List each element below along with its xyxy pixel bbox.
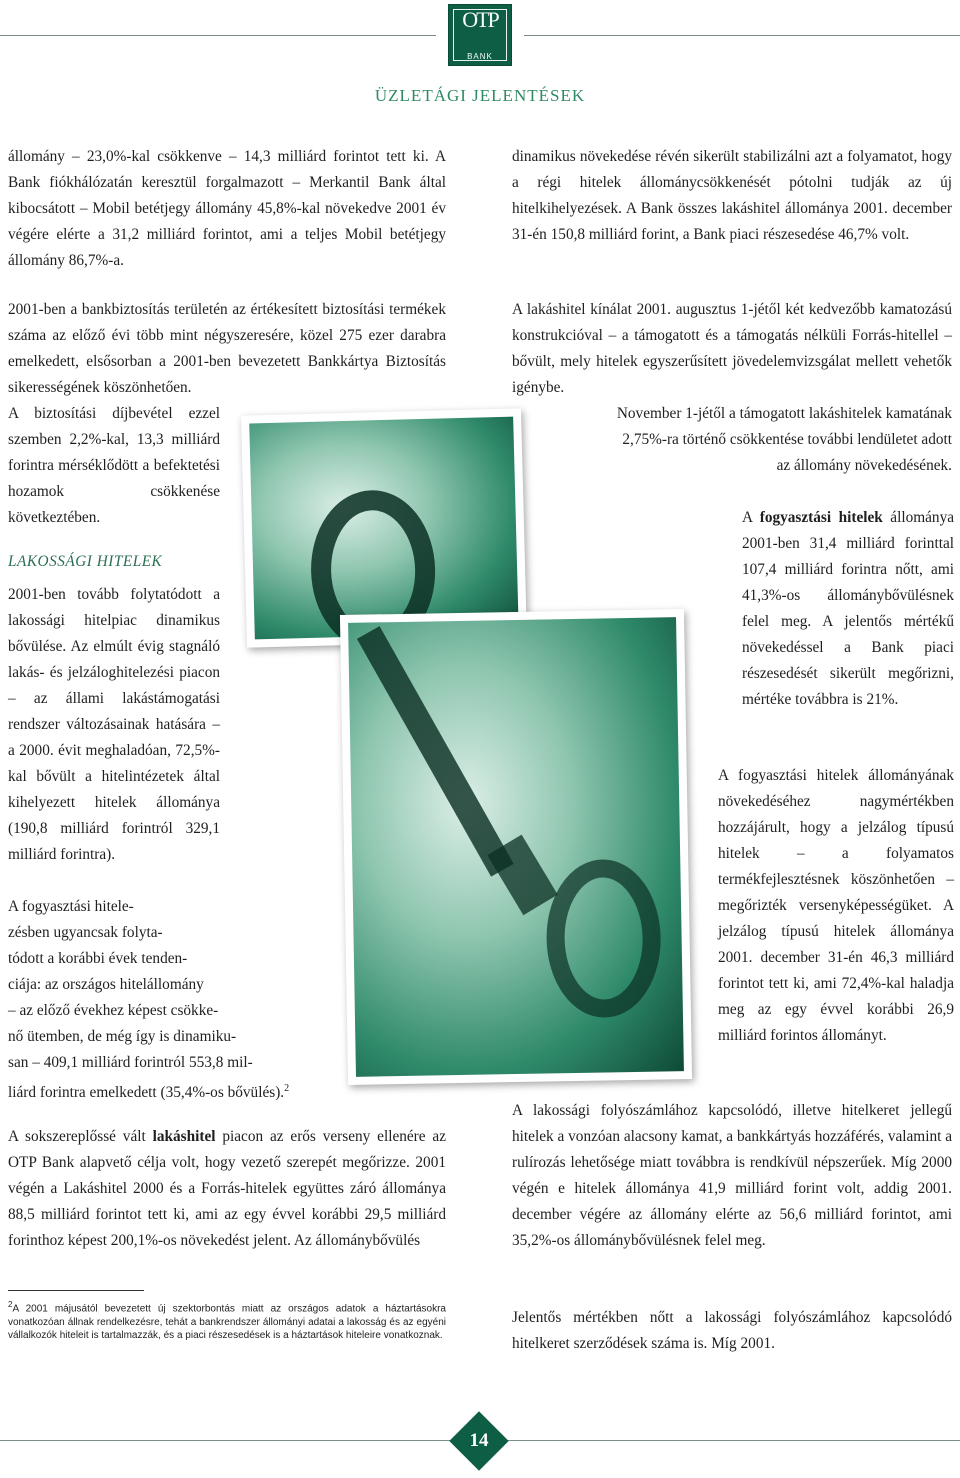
right-p2-line: November 1-jétől a támogatott lakáshitelek kamatának [616, 405, 952, 422]
logo-bank-text: BANK [467, 52, 493, 61]
header-rule-left [0, 35, 436, 36]
p4-line [8, 1076, 348, 1106]
left-paragraph-1: állomány – 23,0%-kal csökkenve – 14,3 milliárd forintot tett ki. A Bank fiókhálózatán keresztül forgalmazott – Merkantil Bank által kibocsátott – Mobil betétjegy állomány 45,8%-kal növekedve 2001 év végére elérte a 31,2 milliárd forintot, ami a teljes Mobil betétjegy állomány 86,7%-a. [8, 148, 446, 269]
right-p2-line: 2,75%-ra történő csökkentése további lendületet adott [622, 431, 952, 448]
key-illustration-lower [348, 617, 684, 1077]
right-paragraph-6: Jelentős mértékben nőtt a lakossági folyószámlához kapcsolódó hitelkeret szerződések száma is. Míg 2001. [512, 1309, 952, 1352]
p4-line: ciája: az országos hitelállomány [8, 976, 204, 993]
footer-rule-right [506, 1440, 960, 1441]
left-paragraph-4 [8, 894, 348, 1106]
key-illustration-upper [249, 417, 519, 640]
right-paragraph-1: dinamikus növekedése révén sikerült stabilizálni azt a folyamatot, hogy a régi hitelek állománycsökkenését pótolni tudják az új hitelkihelyezések. A Bank összes lakáshitel állománya 2001. december 31-én 150,8 milliárd forint, a Bank piaci részesedése 46,7% volt. [512, 148, 952, 243]
left-paragraph-2: 2001-ben a bankbiztosítás területén az értékesített biztosítási termékek száma az előző évi több mint négyszeresére, közel 275 ezer darabra emelkedett, elsősorban a 2001-ben bevezetett Bankkártya Biztosítás sikerességének köszönhetően. [8, 301, 446, 396]
otp-bank-logo [448, 4, 512, 66]
right-p2-line: az állomány növekedésének. [776, 457, 952, 474]
p5-post: piacon az erős verseny ellenére az OTP Bank alapvető célja volt, hogy vezető szerepét megőrizze. 2001 végén a Lakáshitel 2000 és a Forrás-hitelek együttes záró állománya 88,5 milliárd forintot tett ki, ami az egy évvel korábbi 29,5 milliárd forinthoz képest 200,1%-os növekedést jelent. Az állománybővülés [8, 1128, 446, 1249]
left-paragraph-3: 2001-ben tovább folytatódott a lakossági hitelpiac dinamikus bővülése. Az elmúlt évig stagnáló lakás- és jelzáloghitelezési piacon – az állami lakástámogatási rendszer változásainak hatására – a 2000. évit meghaladóan, 72,5%-kal bővült a hitelintézetek által kihelyezett hitelek állománya (190,8 milliárd forintról 329,1 milliárd forintra). [8, 586, 220, 863]
p4-line: – az előző évekhez képest csökke- [8, 1002, 219, 1019]
right-paragraph-5: A lakossági folyószámlához kapcsolódó, illetve hitelkeret jellegű hitelek a vonzóan alacsony kamat, a bankkártyás hozzáférés, valamint a rulírozás lehetősége miatt továbbra is rendkívül népszerűek. Míg 2000 végén e hitelek állománya 41,9 milliárd forint volt, addig 2001. december végére az állomány elérte az 56,6 milliárd forintot, ami 35,2%-os állománybővülésnek felel meg. [512, 1102, 952, 1249]
p4-line-last: liárd forintra emelkedett (35,4%-os bővülés). [8, 1084, 285, 1102]
footnote [8, 1298, 446, 1343]
page-number: 14 [469, 1430, 489, 1451]
footnote-rule [8, 1290, 144, 1291]
p4-line: tódott a korábbi évek tenden- [8, 950, 188, 967]
footnote-number: 2 [8, 1300, 13, 1309]
p5-bold-lakashitel: lakáshitel [152, 1128, 216, 1145]
p3-bold-fogyasztasi-hitelek: fogyasztási hitelek [759, 509, 883, 526]
p3-pre: A [742, 509, 760, 526]
subhead-lakossagi-hitelek: LAKOSSÁGI HITELEK [8, 553, 163, 570]
footnote-text: A 2001 májusától bevezetett új szektorbontás miatt az országos adatok a háztartásokra vonatkozóan állnak rendelkezésre, tehát a bankrendszer állományi adatai a lakosság és az egyéni vállalkozók hiteleit is tartalmazzák, és a piaci részesedések is a háztartások hiteleire vonatkoznak. [8, 1303, 446, 1342]
section-title: ÜZLETÁGI JELENTÉSEK [374, 86, 586, 105]
right-paragraph-4: A fogyasztási hitelek állományának növekedéséhez nagymértékben hozzájárult, hogy a jelzálog típusú hitelek – a folyamatos termékfejlesztésnek köszönhetően – megőrizték versenyképességüket. A jelzálog típusú hitelek állománya 2001. december 31-én 46,3 milliárd forintot tett ki, ami 72,4%-kal haladja meg az egy évvel korábbi 26,9 milliárd forintos állományt. [718, 767, 954, 1044]
left-paragraph-2-cont: A biztosítási díjbevétel ezzel szemben 2,2%-kal, 13,3 milliárd forintra mérséklődött a befektetési hozamok csökkenése következtében. [8, 405, 220, 526]
right-paragraph-2-cont [512, 401, 952, 479]
p3-post: állománya 2001-ben 31,4 milliárd forinttal 107,4 milliárd forintra nőtt, ami 41,3%-os állománybővülésnek felel meg. A jelentős mértékű növekedéssel a Bank piaci részesedését sikerült megőrizni, mértéke továbbra is 21%. [742, 509, 955, 708]
page-number-badge [450, 1412, 508, 1470]
p4-line: A fogyasztási hitele- [8, 898, 134, 915]
p5-pre: A sokszereplőssé vált [8, 1128, 153, 1145]
right-paragraph-3 [742, 505, 954, 713]
p4-line: nő ütemben, de még így is dinamiku- [8, 1028, 237, 1045]
logo-mark: OTP [462, 7, 498, 32]
header-rule-right [524, 35, 960, 36]
p4-line: zésben ugyancsak folyta- [8, 924, 163, 941]
p4-line: san – 409,1 milliárd forintról 553,8 mil- [8, 1054, 253, 1071]
footnote-ref: 2 [284, 1083, 290, 1094]
key-photo-lower [340, 609, 692, 1085]
left-paragraph-5 [8, 1124, 446, 1254]
footer-rule-left [0, 1440, 452, 1441]
right-paragraph-2: A lakáshitel kínálat 2001. augusztus 1-jétől két kedvezőbb kamatozású konstrukcióval – a támogatott és a támogatás nélküli Forrás-hitellel – bővült, mely hitelek egyszerűsített jövedelemvizsgálat mellett vehetők igénybe. [512, 301, 952, 396]
